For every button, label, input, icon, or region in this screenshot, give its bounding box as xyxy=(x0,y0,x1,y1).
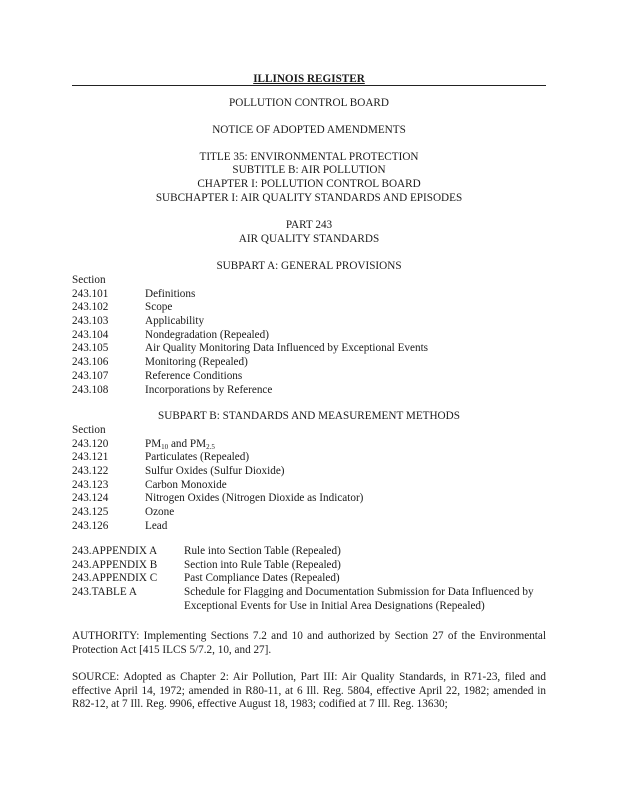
section-number: 243.TABLE A xyxy=(72,586,137,599)
toc-row xyxy=(72,315,546,329)
toc-row xyxy=(72,301,546,315)
section-number: 243.APPENDIX A xyxy=(72,545,158,557)
section-title: Incorporations by Reference xyxy=(145,383,273,396)
toc-row xyxy=(72,545,546,559)
part-name: AIR QUALITY STANDARDS xyxy=(238,233,380,245)
header-rule xyxy=(72,85,546,86)
section-title: Schedule for Flagging and Documentation Submission for Data Influenced by Exceptional Events for Use in Initial Area Designations (Repealed) xyxy=(184,586,534,612)
agency-name: POLLUTION CONTROL BOARD xyxy=(229,97,389,109)
toc-row xyxy=(72,559,546,573)
section-title: Sulfur Oxides (Sulfur Dioxide) xyxy=(145,465,285,478)
section-title: Air Quality Monitoring Data Influenced by Exceptional Events xyxy=(145,342,429,355)
section-title: $PM_{10}$ and $PM_{2.5}$ xyxy=(145,437,215,451)
subpart-b-toc xyxy=(72,424,546,534)
section-number: 243.122 xyxy=(72,465,109,478)
appendix-toc xyxy=(72,545,546,614)
subchapter-line: SUBCHAPTER I: AIR QUALITY STANDARDS AND EPISODES xyxy=(155,192,463,204)
toc-row xyxy=(72,479,546,493)
toc-row xyxy=(72,342,546,356)
register-header: ILLINOIS REGISTER xyxy=(253,73,365,85)
section-title: Nitrogen Oxides (Nitrogen Dioxide as Indicator) xyxy=(145,492,364,505)
section-title: Ozone xyxy=(145,506,175,519)
section-number: 243.126 xyxy=(72,519,109,532)
section-number: 243.105 xyxy=(72,342,109,355)
section-label: Section xyxy=(72,424,106,436)
section-number: 243.125 xyxy=(72,506,109,519)
source-note: SOURCE: Adopted as Chapter 2: Air Pollution, Part III: Air Quality Standards, in R71-23, filed and effective April 14, 1972; amended in R80-11, at 6 Ill. Reg. 5804, effective April 22, 1982; amended in R82-12, at 7 Ill. Reg. 9906, effective August 18, 1983; codified at 7 Ill. Reg. 13630; xyxy=(72,671,546,711)
section-number: 243.101 xyxy=(72,287,109,300)
subpart-a-heading: SUBPART A: GENERAL PROVISIONS xyxy=(216,260,402,272)
subtitle-line: SUBTITLE B: AIR POLLUTION xyxy=(232,164,386,176)
chapter-line: CHAPTER I: POLLUTION CONTROL BOARD xyxy=(197,178,421,190)
toc-row xyxy=(72,288,546,302)
section-number: 243.APPENDIX B xyxy=(72,558,158,571)
section-title: Particulates (Repealed) xyxy=(145,451,250,464)
toc-row xyxy=(72,451,546,465)
section-number: 243.123 xyxy=(72,478,109,491)
section-number: 243.103 xyxy=(72,315,109,328)
section-title: Nondegradation (Repealed) xyxy=(145,328,269,341)
toc-row xyxy=(72,506,546,520)
title-line: TITLE 35: ENVIRONMENTAL PROTECTION xyxy=(199,151,419,163)
section-title: Definitions xyxy=(145,287,196,300)
toc-row xyxy=(72,329,546,343)
section-number: 243.121 xyxy=(72,451,109,464)
subpart-a-toc xyxy=(72,274,546,397)
toc-row xyxy=(72,586,546,613)
toc-row xyxy=(72,438,546,452)
toc-row xyxy=(72,356,546,370)
section-number: 243.102 xyxy=(72,301,109,314)
notice-title: NOTICE OF ADOPTED AMENDMENTS xyxy=(212,124,406,136)
toc-row xyxy=(72,370,546,384)
section-number: 243.106 xyxy=(72,356,109,369)
section-title: Carbon Monoxide xyxy=(145,478,227,491)
authority-note: AUTHORITY: Implementing Sections 7.2 and 10 and authorized by Section 27 of the Environmental Protection Act [415 ILCS 5/7.2, 10, and 27]. xyxy=(72,630,546,656)
toc-row xyxy=(72,384,546,398)
subpart-b-heading: SUBPART B: STANDARDS AND MEASUREMENT METHODS xyxy=(158,410,460,422)
section-title: Monitoring (Repealed) xyxy=(145,356,248,369)
section-label: Section xyxy=(72,274,106,286)
section-number: 243.APPENDIX C xyxy=(72,572,158,585)
toc-row xyxy=(72,492,546,506)
toc-row xyxy=(72,465,546,479)
section-number: 243.120 xyxy=(72,437,109,450)
section-number: 243.104 xyxy=(72,328,109,341)
section-number: 243.124 xyxy=(72,492,109,505)
section-number: 243.108 xyxy=(72,383,109,396)
section-title: Applicability xyxy=(145,315,205,328)
section-title: Lead xyxy=(145,519,168,532)
section-title: Rule into Section Table (Repealed) xyxy=(184,545,341,557)
toc-row xyxy=(72,572,546,586)
part-number: PART 243 xyxy=(285,219,333,231)
section-number: 243.107 xyxy=(72,369,109,382)
section-title: Past Compliance Dates (Repealed) xyxy=(184,572,340,585)
toc-row xyxy=(72,520,546,534)
section-title: Reference Conditions xyxy=(145,369,243,382)
section-title: Section into Rule Table (Repealed) xyxy=(184,558,341,571)
section-title: Scope xyxy=(145,301,173,314)
